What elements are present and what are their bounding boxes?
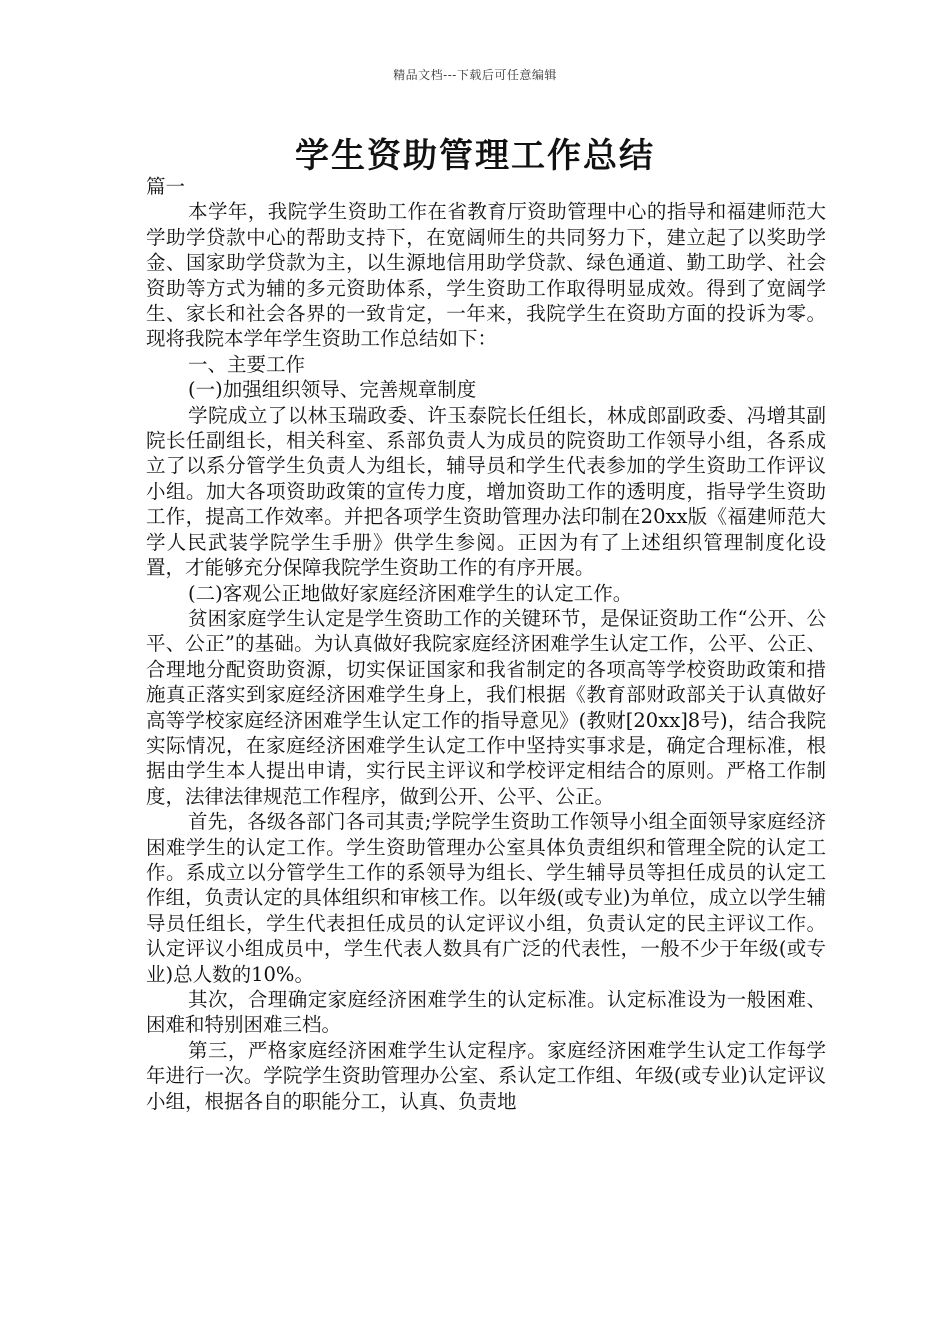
document-title: 学生资助管理工作总结: [295, 136, 655, 176]
subheading-identification: (二)客观公正地做好家庭经济困难学生的认定工作。: [188, 581, 633, 605]
paragraph-organization: 学院成立了以林玉瑞政委、许玉泰院长任组长，林成郎副政委、冯增其副院长任副组长，相关科室、系部负责人为成员的院资助工作领导小组，各系成立了以系分管学生负责人为组长，辅导员和学生代表参加的学生资助工作评议小组。加大各项资助政策的宣传力度，增加资助工作的透明度，指导学生资助工作，提高工作效率。并把各项学生资助管理办法印制在20xx版《福建师范大学人民武装学院学生手册》供学生参阅。正因为有了上述组织管理制度化设置，才能够充分保障我院学生资助工作的有序开展。: [146, 403, 826, 580]
section-label: 篇一: [146, 175, 186, 198]
paragraph-third: 第三，严格家庭经济困难学生认定程序。家庭经济困难学生认定工作每学年进行一次。学院学生资助管理办公室、系认定工作组、年级(或专业)认定评议小组，根据各自的职能分工，认真、负责地: [146, 1038, 826, 1113]
heading-main-work: 一、主要工作: [188, 352, 306, 376]
paragraph-intro: 本学年，我院学生资助工作在省教育厅资助管理中心的指导和福建师范大学助学贷款中心的帮助支持下，在宽阔师生的共同努力下，建立起了以奖助学金、国家助学贷款为主，以生源地信用助学贷款、绿色通道、勤工助学、社会资助等方式为辅的多元资助体系，学生资助工作取得明显成效。得到了宽阔学生、家长和社会各界的一致肯定，一年来，我院学生在资助方面的投诉为零。现将我院本学年学生资助工作总结如下：: [146, 200, 826, 351]
paragraph-second: 其次，合理确定家庭经济困难学生的认定标准。认定标准设为一般困难、困难和特别困难三档。: [146, 988, 826, 1037]
document-body: [146, 174, 826, 1114]
subheading-organization: (一)加强组织领导、完善规章制度: [188, 378, 477, 402]
paragraph-identification: 贫困家庭学生认定是学生资助工作的关键环节，是保证资助工作“公开、公平、公正”的基础。为认真做好我院家庭经济困难学生认定工作，公平、公正、合理地分配资助资源，切实保证国家和我省制定的各项高等学校资助政策和措施真正落实到家庭经济困难学生身上，我们根据《教育部财政部关于认真做好高等学校家庭经济困难学生认定工作的指导意见》(教财[20xx]8号)，结合我院实际情况，在家庭经济困难学生认定工作中坚持实事求是，确定合理标准，根据由学生本人提出申请，实行民主评议和学校评定相结合的原则。严格工作制度，法律法律规范工作程序，做到公开、公平、公正。: [146, 606, 826, 808]
paragraph-first: 首先，各级各部门各司其责;学院学生资助工作领导小组全面领导家庭经济困难学生的认定工作。学生资助管理办公室具体负责组织和管理全院的认定工作。系成立以分管学生工作的系领导为组长、学生辅导员等担任成员的认定工作组，负责认定的具体组织和审核工作。以年级(或专业)为单位，成立以学生辅导员任组长，学生代表担任成员的认定评议小组，负责认定的民主评议工作。认定评议小组成员中，学生代表人数具有广泛的代表性，一般不少于年级(或专业)总人数的10%。: [146, 810, 826, 986]
header-note: 精品文档---下载后可任意编辑: [393, 68, 557, 82]
